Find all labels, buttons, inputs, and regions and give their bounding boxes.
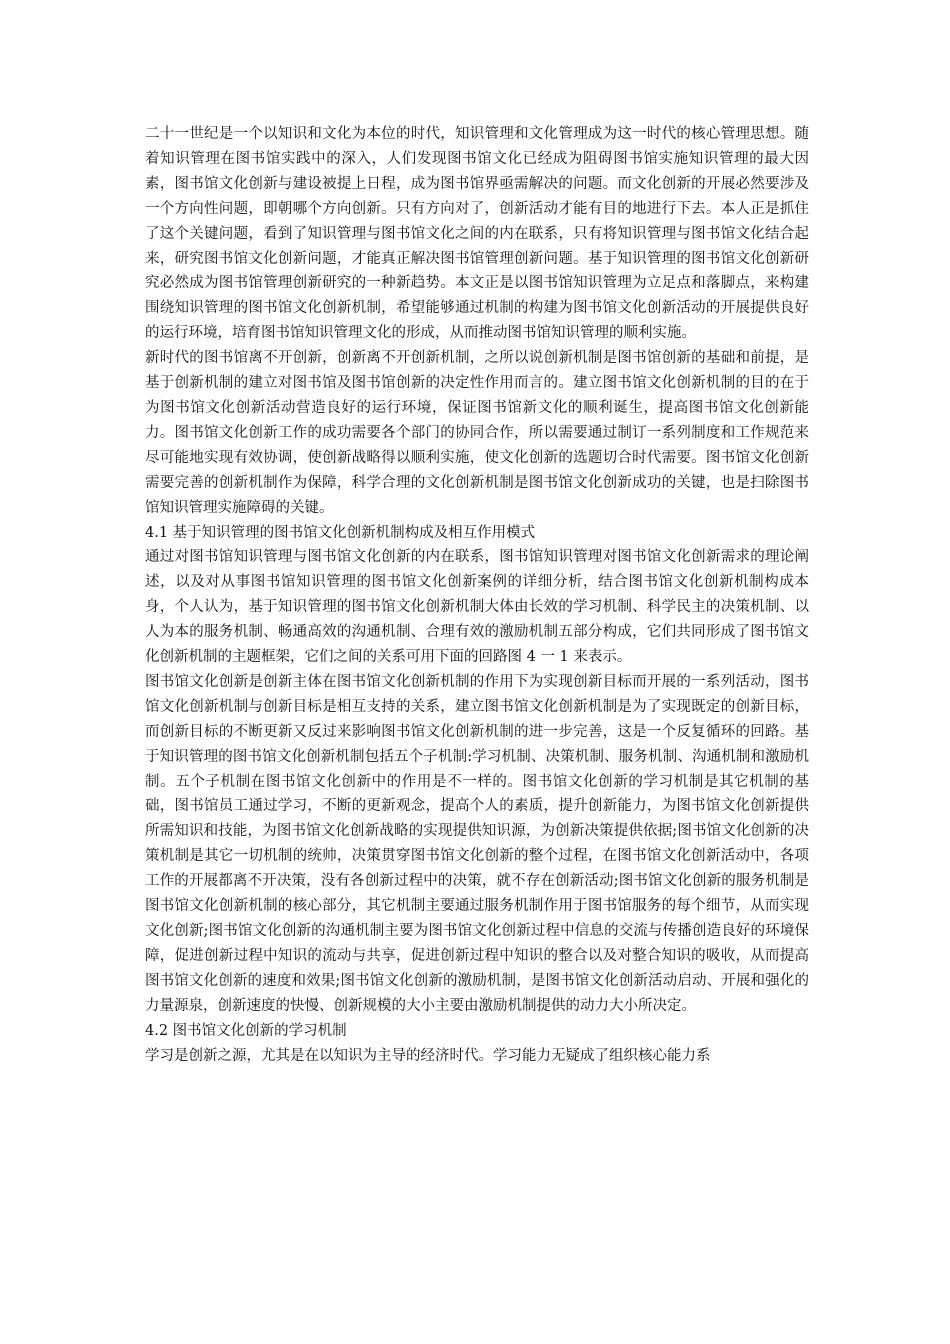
section-heading-4-2: 4.2 图书馆文化创新的学习机制	[145, 1022, 347, 1039]
paragraph-intro: 二十一世纪是一个以知识和文化为本位的时代，知识管理和文化管理成为这一时代的核心管理思想。随着知识管理在图书馆实践中的深入，人们发现图书馆文化已经成为阻碍图书馆实施知识管理的最大因素，图书馆文化创新与建设被提上日程，成为图书馆界亟需解决的问题。而文化创新的开展必然要涉及一个方向性问题，即朝哪个方向创新。只有方向对了，创新活动才能有目的地进行下去。本人正是抓住了这个关键问题，看到了知识管理与图书馆文化之间的内在联系，只有将知识管理与图书馆文化结合起来，研究图书馆文化创新问题，才能真正解决图书馆管理创新问题。基于知识管理的图书馆文化创新研究必然成为图书馆管理创新研究的一种新趋势。本文正是以图书馆知识管理为立足点和落脚点，来构建围绕知识管理的图书馆文化创新机制，希望能够通过机制的构建为图书馆文化创新活动的开展提供良好的运行环境，培育图书馆知识管理文化的形成，从而推动图书馆知识管理的顺利实施。	[145, 126, 809, 342]
paragraph-mechanism-composition: 通过对图书馆知识管理与图书馆文化创新的内在联系，图书馆知识管理对图书馆文化创新需求的理论阐述，以及对从事图书馆知识管理的图书馆文化创新案例的详细分析，结合图书馆文化创新机制构成本身，个人认为，基于知识管理的图书馆文化创新机制大体由长效的学习机制、科学民主的决策机制、以人为本的服务机制、畅通高效的沟通机制、合理有效的激励机制五部分构成，它们共同形成了图书馆文化创新机制的主题框架，它们之间的关系可用下面的回路图 4 一 1 来表示。	[145, 549, 809, 666]
paragraph-learning-mechanism: 学习是创新之源，尤其是在以知识为主导的经济时代。学习能力无疑成了组织核心能力系	[145, 1047, 711, 1064]
paragraph-innovation-mechanism: 新时代的图书馆离不开创新，创新离不开创新机制，之所以说创新机制是图书馆创新的基础和前提，是基于创新机制的建立对图书馆及图书馆创新的决定性作用而言的。建立图书馆文化创新机制的目的在于为图书馆文化创新活动营造良好的运行环境，保证图书馆新文化的顺利诞生，提高图书馆文化创新能力。图书馆文化创新工作的成功需要各个部门的协同合作，所以需要通过制订一系列制度和工作规范来尽可能地实现有效协调，使创新战略得以顺利实施，使文化创新的选题切合时代需要。图书馆文化创新需要完善的创新机制作为保障，科学合理的文化创新机制是图书馆文化创新成功的关键，也是扫除图书馆知识管理实施障碍的关键。	[145, 350, 809, 516]
section-heading-4-1: 4.1 基于知识管理的图书馆文化创新机制构成及相互作用模式	[145, 524, 536, 541]
paragraph-mechanism-interaction: 图书馆文化创新是创新主体在图书馆文化创新机制的作用下为实现创新目标而开展的一系列活动，图书馆文化创新机制与创新目标是相互支持的关系，建立图书馆文化创新机制是为了实现既定的创新目标，而创新目标的不断更新又反过来影响图书馆文化创新机制的进一步完善，这是一个反复循环的回路。基于知识管理的图书馆文化创新机制包括五个子机制:学习机制、决策机制、服务机制、沟通机制和激励机制。五个子机制在图书馆文化创新中的作用是不一样的。图书馆文化创新的学习机制是其它机制的基础，图书馆员工通过学习，不断的更新观念，提高个人的素质，提升创新能力，为图书馆文化创新提供所需知识和技能，为图书馆文化创新战略的实现提供知识源，为创新决策提供依据;图书馆文化创新的决策机制是其它一切机制的统帅，决策贯穿图书馆文化创新的整个过程，在图书馆文化创新活动中，各项工作的开展都离不开决策，没有各创新过程中的决策，就不存在创新活动;图书馆文化创新的服务机制是图书馆文化创新机制的核心部分，其它机制主要通过服务机制作用于图书馆服务的每个细节，从而实现文化创新;图书馆文化创新的沟通机制主要为图书馆文化创新过程中信息的交流与传播创造良好的环境保障，促进创新过程中知识的流动与共享，促进创新过程中知识的整合以及对整合知识的吸收，从而提高图书馆文化创新的速度和效果;图书馆文化创新的激励机制，是图书馆文化创新活动启动、开展和强化的力量源泉，创新速度的快慢、创新规模的大小主要由激励机制提供的动力大小所决定。	[145, 673, 809, 1014]
document-body	[145, 122, 809, 1068]
